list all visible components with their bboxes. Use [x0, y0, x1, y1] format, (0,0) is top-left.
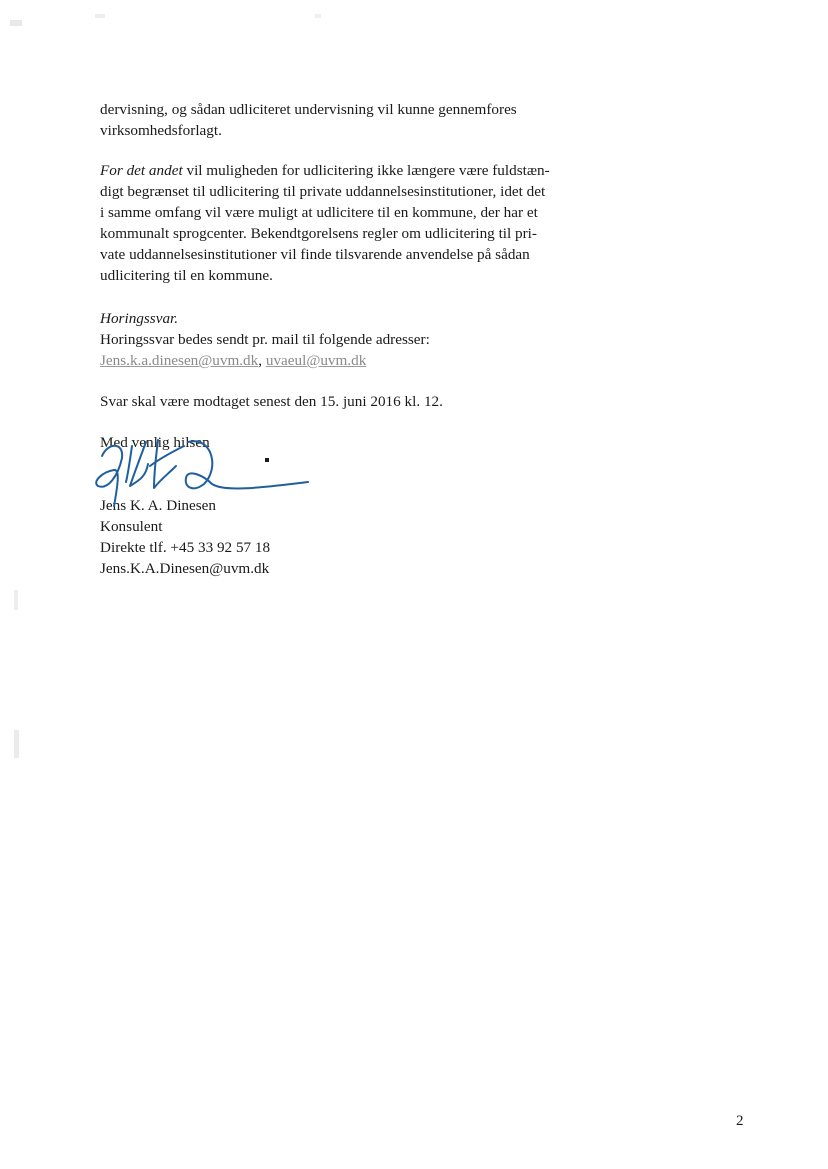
paragraph-2-line	[100, 160, 570, 181]
signer-phone: Direkte tlf. +45 33 92 57 18	[100, 539, 271, 556]
deadline-text: Svar skal være modtaget senest den 15. juni 2016 kl. 12.	[100, 393, 443, 410]
paragraph-1-line: virksomhedsforlagt.	[100, 122, 222, 139]
page-number: 2	[736, 1113, 744, 1129]
paragraph-2-line: i samme omfang vil være muligt at udlicitere til en kommune, der har et	[100, 204, 538, 221]
signer-name: Jens K. A. Dinesen	[100, 497, 217, 514]
paragraph-2	[100, 160, 570, 286]
hearing-heading: Horingssvar.	[100, 310, 179, 327]
paragraph-2-line: vate uddannelsesinstitutioner vil finde tilsvarende anvendelse på sådan	[100, 246, 530, 263]
email-link-uvaeul[interactable]: uvaeul@uvm.dk	[265, 352, 367, 369]
closing-text: Med venlig hilsen	[100, 434, 210, 451]
paragraph-1-line: dervisning, og sådan udliciteret undervisning vil kunne gennemfores	[100, 101, 517, 118]
paragraph-2-line: udlicitering til en kommune.	[100, 267, 273, 284]
paragraph-2-line: digt begrænset til udlicitering til private uddannelsesinstitutioner, idet det	[100, 183, 546, 200]
paragraph-2-lead: For det andet	[100, 162, 183, 179]
signer-title: Konsulent	[100, 518, 163, 535]
hearing-emails	[100, 350, 570, 371]
handwritten-signature	[88, 436, 328, 518]
paragraph-1	[100, 99, 570, 141]
hearing-text: Horingssvar bedes sendt pr. mail til folgende adresser:	[100, 331, 430, 348]
paragraph-2-line-rest: vil muligheden for udlicitering ikke længere være fuldstæn-	[182, 162, 550, 179]
deadline-paragraph	[100, 391, 570, 412]
signer-email: Jens.K.A.Dinesen@uvm.dk	[100, 560, 270, 577]
email-separator: ,	[258, 352, 266, 369]
hearing-section	[100, 308, 570, 371]
email-link-dinesen[interactable]: Jens.k.a.dinesen@uvm.dk	[100, 352, 259, 369]
paragraph-2-line: kommunalt sprogcenter. Bekendtgorelsens regler om udlicitering til pri-	[100, 225, 537, 242]
